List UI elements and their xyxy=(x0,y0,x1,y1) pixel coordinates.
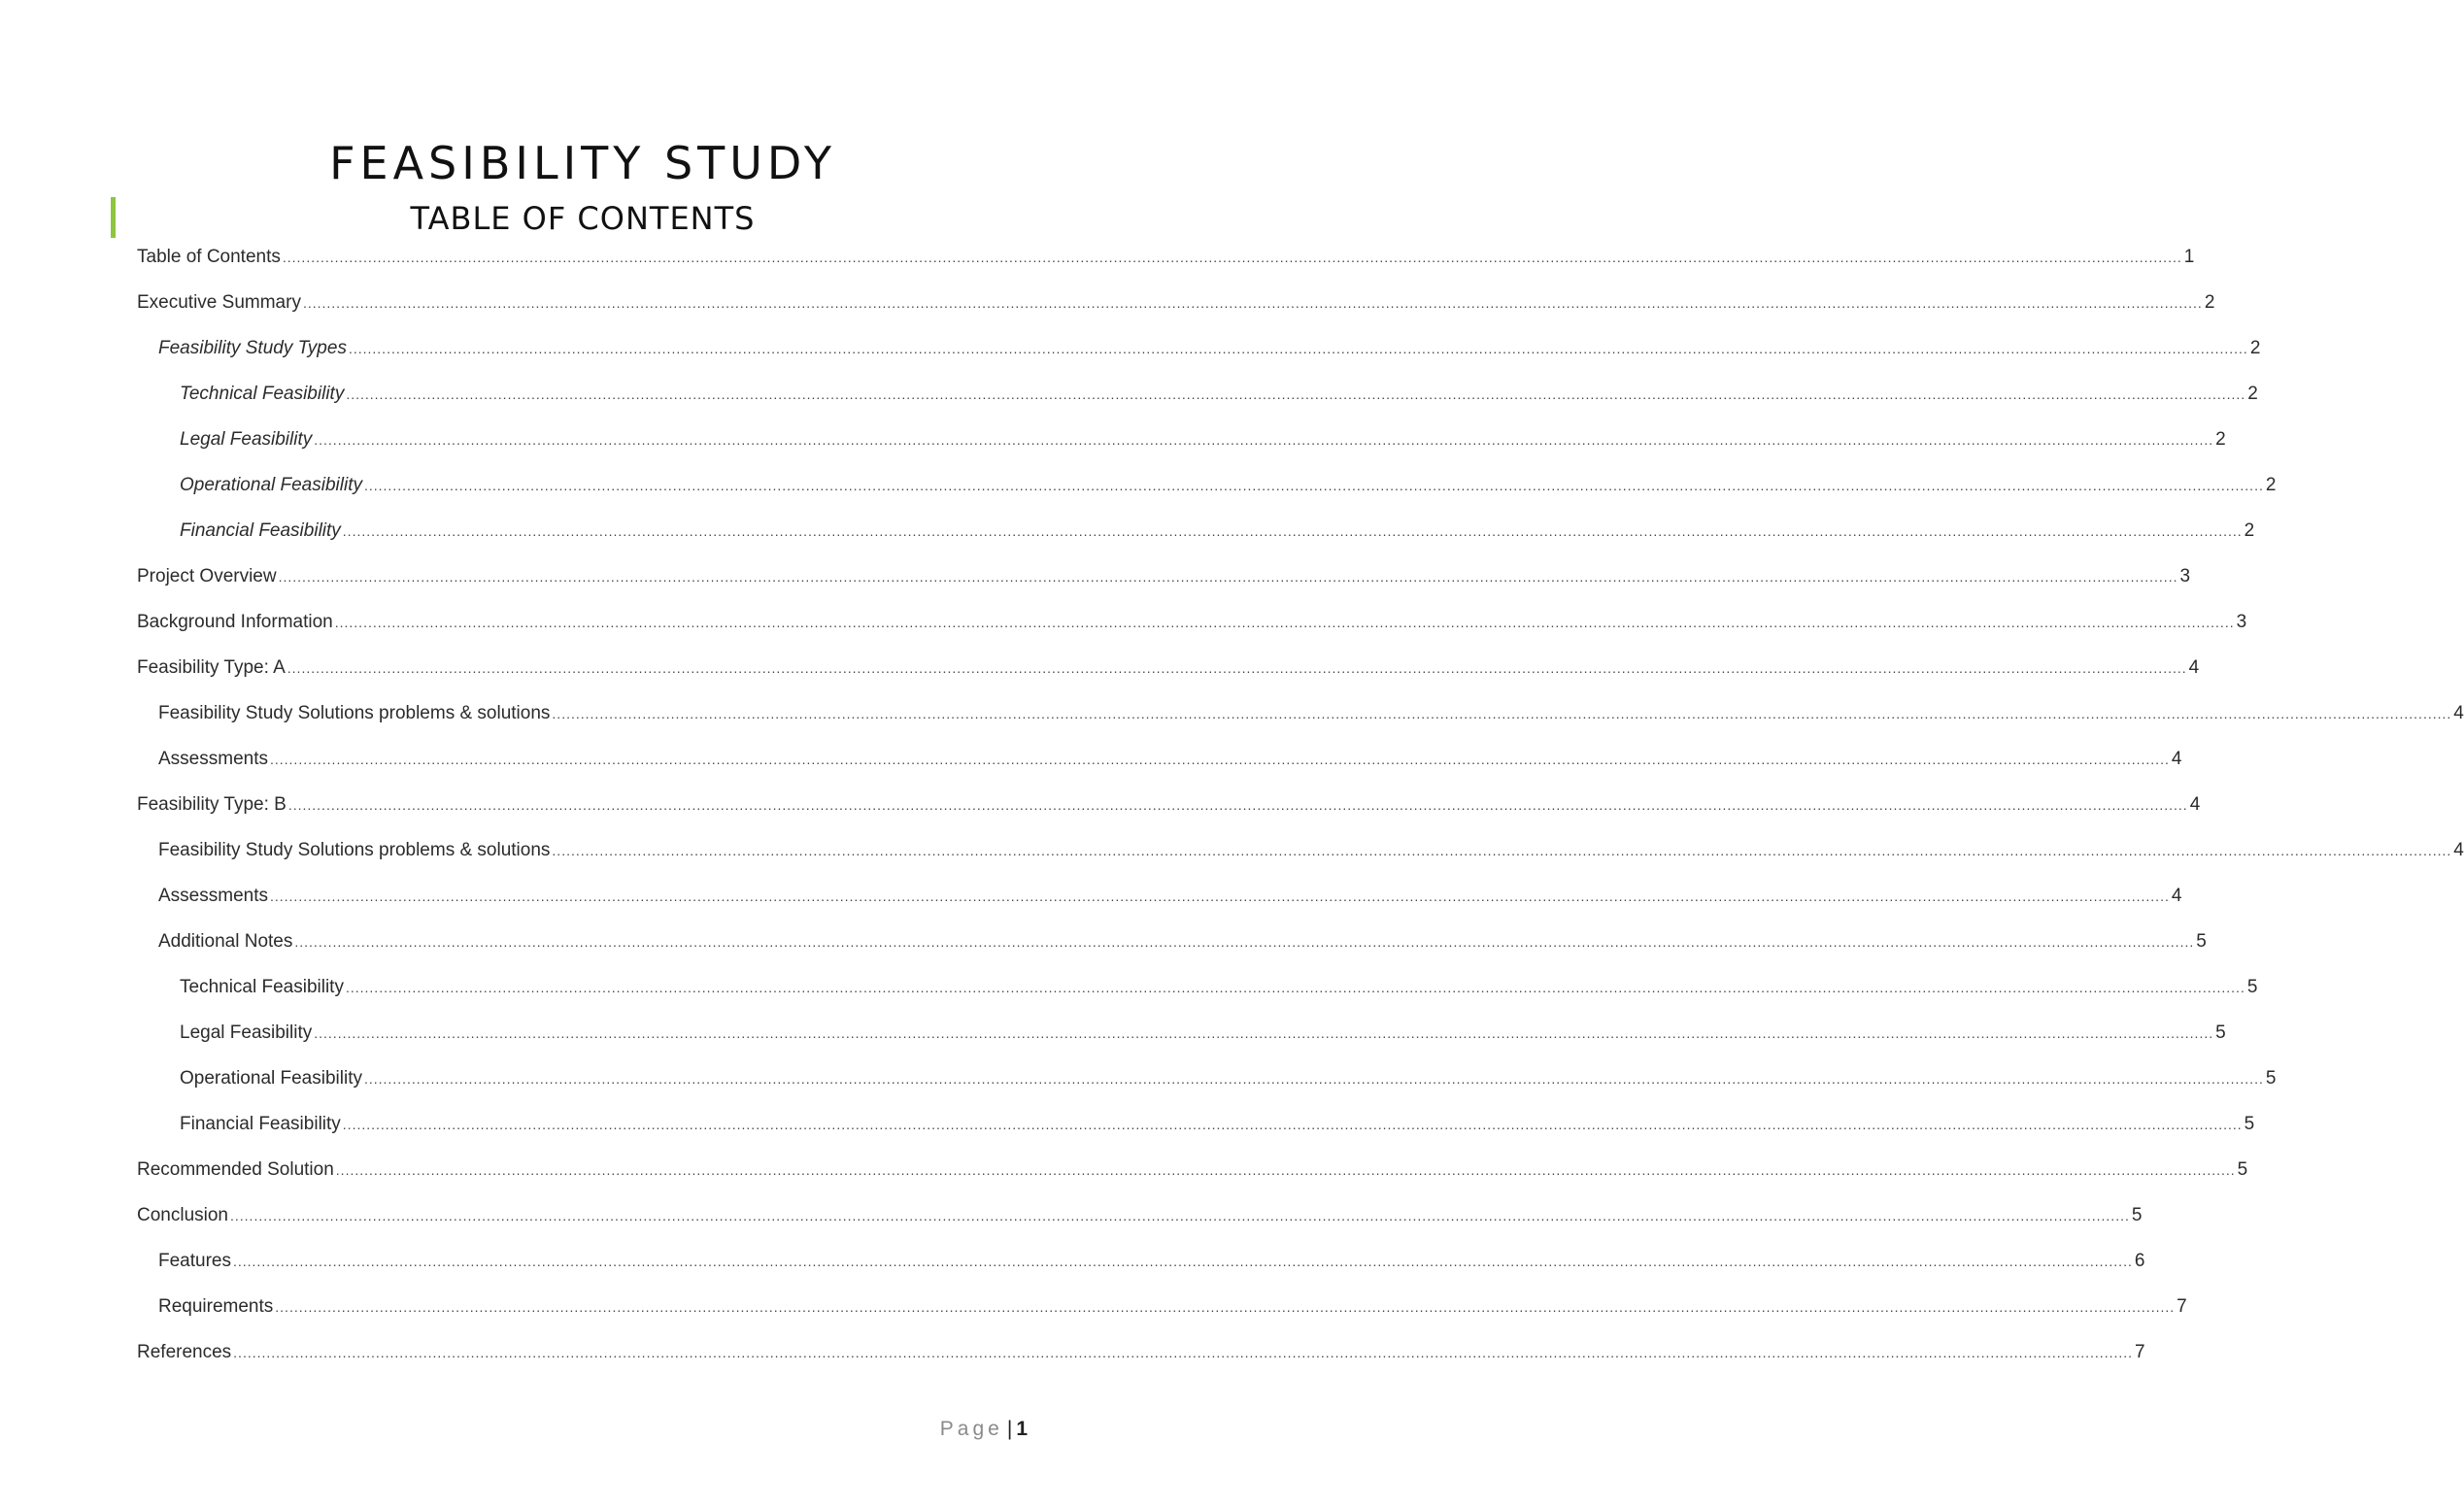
toc-entry[interactable] xyxy=(137,373,2258,419)
toc-entry[interactable] xyxy=(137,601,2247,647)
toc-entry-label: Conclusion xyxy=(137,1205,228,1225)
toc-entry-label: Additional Notes xyxy=(158,931,293,952)
document-title: FEASIBILITY STUDY xyxy=(329,137,836,189)
toc-entry-label: Feasibility Type: B xyxy=(137,794,287,815)
toc-entry-page: 4 xyxy=(2453,703,2464,723)
toc-entry-page: 4 xyxy=(2171,749,2182,769)
toc-entry[interactable] xyxy=(137,1103,2255,1149)
toc-entry[interactable] xyxy=(137,282,2215,327)
toc-entry[interactable] xyxy=(137,1012,2226,1057)
toc-entry[interactable] xyxy=(137,738,2182,784)
toc-dot-leader: ................................................................................................................................................................................................................................................................................................................................................................................................................ xyxy=(294,934,2195,950)
toc-entry[interactable] xyxy=(137,875,2182,921)
toc-dot-leader: ................................................................................................................................................................................................................................................................................................................................................................................................................ xyxy=(363,478,2264,493)
toc-entry-page: 5 xyxy=(2244,1114,2255,1134)
footer-separator: | xyxy=(1006,1418,1013,1440)
toc-entry[interactable] xyxy=(137,1331,2145,1377)
toc-entry[interactable] xyxy=(137,1057,2277,1103)
toc-dot-leader: ................................................................................................................................................................................................................................................................................................................................................................................................................ xyxy=(287,797,2188,813)
toc-dot-leader: ................................................................................................................................................................................................................................................................................................................................................................................................................ xyxy=(334,615,2235,630)
toc-dot-leader: ................................................................................................................................................................................................................................................................................................................................................................................................................ xyxy=(314,1025,2214,1041)
toc-dot-leader: ................................................................................................................................................................................................................................................................................................................................................................................................................ xyxy=(275,1299,2176,1315)
toc-entry-page: 5 xyxy=(2237,1159,2248,1180)
page-number: 1 xyxy=(1016,1418,1028,1440)
toc-dot-leader: ................................................................................................................................................................................................................................................................................................................................................................................................................ xyxy=(552,706,2452,721)
toc-dot-leader: ................................................................................................................................................................................................................................................................................................................................................................................................................ xyxy=(342,523,2243,539)
toc-entry-label: Feasibility Study Types xyxy=(158,338,347,358)
toc-dot-leader: ................................................................................................................................................................................................................................................................................................................................................................................................................ xyxy=(552,843,2452,858)
toc-entry-label: Background Information xyxy=(137,612,333,632)
toc-heading: TABLE OF CONTENTS xyxy=(410,200,756,237)
toc-dot-leader: ................................................................................................................................................................................................................................................................................................................................................................................................................ xyxy=(302,295,2203,311)
toc-entry-label: Requirements xyxy=(158,1296,274,1317)
toc-entry-page: 4 xyxy=(2171,886,2182,906)
toc-entry[interactable] xyxy=(137,1286,2187,1331)
toc-entry[interactable] xyxy=(137,555,2191,601)
toc-entry-label: Features xyxy=(158,1251,231,1271)
toc-dot-leader: ................................................................................................................................................................................................................................................................................................................................................................................................................ xyxy=(363,1071,2264,1087)
toc-entry-page: 4 xyxy=(2453,840,2464,860)
toc-entry-label: Table of Contents xyxy=(137,247,281,267)
toc-dot-leader: ................................................................................................................................................................................................................................................................................................................................................................................................................ xyxy=(269,752,2170,767)
toc-entry-page: 2 xyxy=(2244,520,2255,541)
toc-entry-label: Financial Feasibility xyxy=(180,1114,341,1134)
toc-entry[interactable] xyxy=(137,327,2261,373)
toc-entry-page: 5 xyxy=(2265,1068,2277,1089)
toc-entry[interactable] xyxy=(137,647,2200,692)
toc-dot-leader: ................................................................................................................................................................................................................................................................................................................................................................................................................ xyxy=(282,250,2182,265)
toc-entry-label: Financial Feasibility xyxy=(180,520,341,541)
toc-entry[interactable] xyxy=(137,829,2464,875)
toc-entry[interactable] xyxy=(137,921,2207,966)
toc-dot-leader: ................................................................................................................................................................................................................................................................................................................................................................................................................ xyxy=(346,386,2246,402)
toc-entry[interactable] xyxy=(137,784,2201,829)
table-of-contents xyxy=(137,236,2464,1377)
toc-entry-label: Feasibility Type: A xyxy=(137,657,286,678)
toc-entry-label: Legal Feasibility xyxy=(180,429,313,450)
toc-entry[interactable] xyxy=(137,692,2464,738)
toc-entry-label: References xyxy=(137,1342,232,1362)
toc-entry-label: Technical Feasibility xyxy=(180,977,344,997)
toc-entry-label: Technical Feasibility xyxy=(180,384,345,404)
toc-entry-label: Operational Feasibility xyxy=(180,475,362,495)
toc-entry-page: 4 xyxy=(2188,657,2200,678)
toc-dot-leader: ................................................................................................................................................................................................................................................................................................................................................................................................................ xyxy=(345,980,2245,995)
toc-dot-leader: ................................................................................................................................................................................................................................................................................................................................................................................................................ xyxy=(230,1208,2130,1223)
toc-entry-page: 2 xyxy=(2247,384,2258,404)
toc-entry[interactable] xyxy=(137,464,2277,510)
toc-entry-label: Feasibility Study Solutions problems & solutions xyxy=(158,840,551,860)
toc-dot-leader: ................................................................................................................................................................................................................................................................................................................................................................................................................ xyxy=(348,341,2248,356)
toc-entry[interactable] xyxy=(137,966,2258,1012)
toc-entry-page: 5 xyxy=(2131,1205,2143,1225)
toc-entry-page: 3 xyxy=(2179,566,2191,586)
toc-dot-leader: ................................................................................................................................................................................................................................................................................................................................................................................................................ xyxy=(278,569,2178,585)
toc-entry-label: Recommended Solution xyxy=(137,1159,334,1180)
toc-entry-label: Executive Summary xyxy=(137,292,301,313)
toc-dot-leader: ................................................................................................................................................................................................................................................................................................................................................................................................................ xyxy=(287,660,2187,676)
toc-entry-page: 6 xyxy=(2134,1251,2145,1271)
toc-entry[interactable] xyxy=(137,1149,2248,1194)
toc-entry-page: 7 xyxy=(2135,1342,2145,1362)
toc-entry-page: 1 xyxy=(2183,247,2195,267)
toc-dot-leader: ................................................................................................................................................................................................................................................................................................................................................................................................................ xyxy=(232,1254,2133,1269)
toc-entry-page: 7 xyxy=(2177,1296,2187,1317)
toc-entry-page: 4 xyxy=(2189,794,2201,815)
toc-entry-label: Assessments xyxy=(158,886,268,906)
page-word: Page xyxy=(939,1418,1003,1440)
toc-dot-leader: ................................................................................................................................................................................................................................................................................................................................................................................................................ xyxy=(342,1117,2243,1132)
toc-entry-page: 2 xyxy=(2265,475,2277,495)
toc-entry-page: 3 xyxy=(2236,612,2247,632)
toc-entry[interactable] xyxy=(137,419,2226,464)
toc-entry[interactable] xyxy=(137,1240,2145,1286)
page-footer xyxy=(940,1416,1028,1443)
toc-dot-leader: ................................................................................................................................................................................................................................................................................................................................................................................................................ xyxy=(269,888,2170,904)
toc-entry-label: Project Overview xyxy=(137,566,277,586)
toc-entry-page: 2 xyxy=(2249,338,2261,358)
toc-entry-page: 2 xyxy=(2204,292,2215,313)
toc-entry-page: 5 xyxy=(2215,1022,2226,1043)
toc-entry-page: 5 xyxy=(2196,931,2207,952)
toc-entry[interactable] xyxy=(137,236,2195,282)
toc-entry[interactable] xyxy=(137,1194,2143,1240)
toc-entry-label: Legal Feasibility xyxy=(180,1022,313,1043)
toc-entry-label: Operational Feasibility xyxy=(180,1068,362,1089)
toc-entry-page: 5 xyxy=(2246,977,2258,997)
toc-entry-label: Assessments xyxy=(158,749,268,769)
toc-dot-leader: ................................................................................................................................................................................................................................................................................................................................................................................................................ xyxy=(233,1345,2134,1360)
toc-entry-label: Feasibility Study Solutions problems & solutions xyxy=(158,703,551,723)
toc-dot-leader: ................................................................................................................................................................................................................................................................................................................................................................................................................ xyxy=(314,432,2214,448)
toc-dot-leader: ................................................................................................................................................................................................................................................................................................................................................................................................................ xyxy=(335,1162,2236,1178)
toc-entry-page: 2 xyxy=(2215,429,2226,450)
toc-entry[interactable] xyxy=(137,510,2255,555)
